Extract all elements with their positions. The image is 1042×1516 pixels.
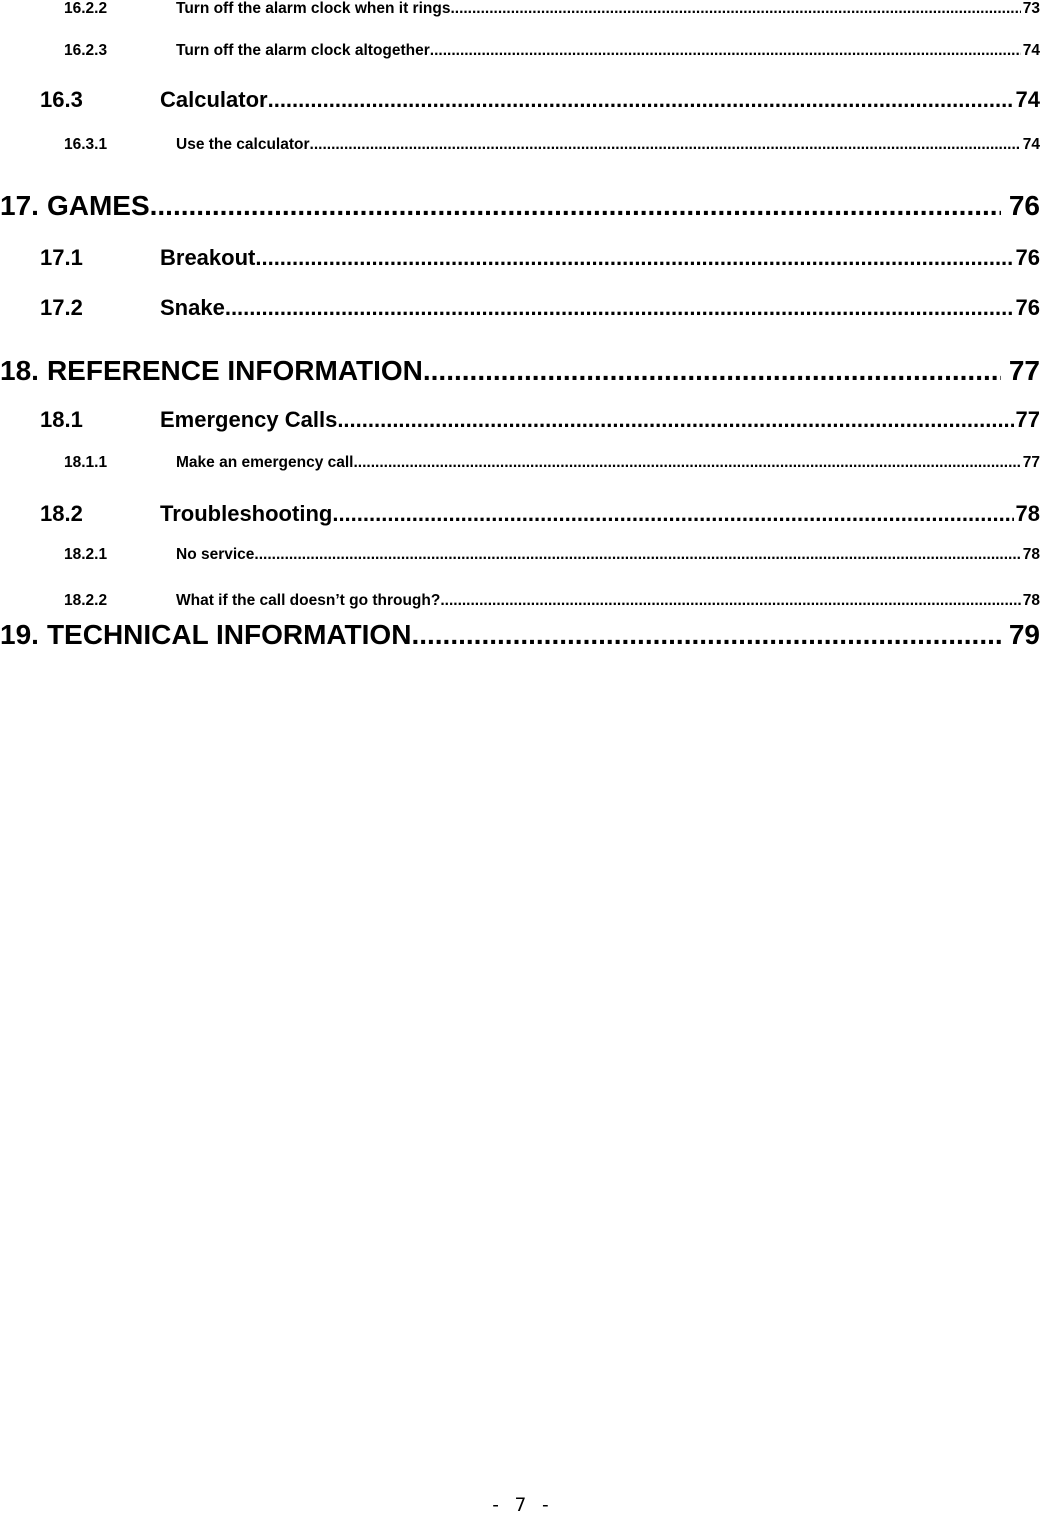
toc-leader-dots — [150, 190, 1001, 222]
toc-entry-page: 74 — [1015, 87, 1040, 112]
toc-entry-title: GAMES — [46, 190, 150, 221]
toc-entry-page: 76 — [1015, 245, 1040, 270]
toc-entry-17-1[interactable] — [40, 245, 1040, 271]
toc-entry-title: Make an emergency call — [176, 454, 354, 471]
toc-entry-number: 18.1 — [40, 407, 83, 432]
toc-leader-dots — [450, 0, 1020, 18]
toc-entry-page: 77 — [1008, 355, 1040, 386]
toc-entry-title: No service — [176, 546, 255, 563]
toc-entry-page: 76 — [1008, 190, 1040, 221]
toc-leader-dots — [268, 87, 1014, 113]
toc-leader-dots — [332, 501, 1013, 527]
toc-entry-18-1[interactable] — [40, 407, 1040, 433]
toc-leader-dots — [423, 355, 1001, 387]
page-number: - 7 - — [489, 1494, 553, 1516]
toc-entry-page: 74 — [1022, 136, 1040, 153]
toc-entry-page: 77 — [1022, 454, 1040, 471]
toc-entry-page: 79 — [1008, 619, 1040, 650]
toc-leader-dots — [337, 407, 1013, 433]
toc-entry-number: 17.2 — [40, 295, 83, 320]
toc-leader-dots — [310, 136, 1021, 154]
toc-entry-17-2[interactable] — [40, 295, 1040, 321]
toc-entry-number: 16.2.3 — [64, 42, 108, 59]
toc-entry-number: 18.1.1 — [64, 454, 108, 471]
toc-entry-title: Troubleshooting — [160, 501, 333, 526]
toc-entry-title: Use the calculator — [176, 136, 310, 153]
toc-entry-18-2-1[interactable] — [64, 546, 1040, 564]
toc-entry-page: 77 — [1015, 407, 1040, 432]
toc-entry-number: 18.2 — [40, 501, 83, 526]
toc-leader-dots — [440, 592, 1020, 610]
toc-entry-18-2[interactable] — [40, 501, 1040, 527]
toc-entry-18-1-1[interactable] — [64, 454, 1040, 472]
toc-entry-number: 16.3.1 — [64, 136, 108, 153]
toc-entry-title: Calculator — [160, 87, 268, 112]
toc-entry-title: TECHNICAL INFORMATION — [46, 619, 412, 650]
toc-entry-18[interactable] — [0, 355, 1040, 387]
toc-entry-page: 74 — [1022, 42, 1040, 59]
toc-entry-title: Breakout — [160, 245, 256, 270]
toc-entry-page: 73 — [1022, 0, 1040, 17]
toc-entry-page: 76 — [1015, 295, 1040, 320]
toc-entry-number: 18.2.2 — [64, 592, 108, 609]
toc-entry-number: 16.3 — [40, 87, 83, 112]
toc-entry-number: 17. — [0, 190, 39, 221]
toc-entry-number: 17.1 — [40, 245, 83, 270]
toc-entry-number: 18.2.1 — [64, 546, 108, 563]
toc-leader-dots — [430, 42, 1021, 60]
toc-entry-16-2-2[interactable] — [64, 0, 1040, 18]
toc-entry-number: 19. — [0, 619, 39, 650]
toc-entry-page: 78 — [1022, 592, 1040, 609]
toc-entry-18-2-2[interactable] — [64, 592, 1040, 610]
toc-entry-page: 78 — [1015, 501, 1040, 526]
toc-leader-dots — [411, 619, 1000, 651]
toc-entry-16-3[interactable] — [40, 87, 1040, 113]
toc-leader-dots — [255, 245, 1013, 271]
toc-entry-16-3-1[interactable] — [64, 136, 1040, 154]
toc-entry-number: 16.2.2 — [64, 0, 108, 17]
toc-entry-title: Turn off the alarm clock altogether — [176, 42, 430, 59]
toc-leader-dots — [254, 546, 1020, 564]
toc-entry-title: What if the call doesn’t go through? — [176, 592, 441, 609]
toc-entry-16-2-3[interactable] — [64, 42, 1040, 60]
toc-entry-title: REFERENCE INFORMATION — [46, 355, 423, 386]
toc-entry-number: 18. — [0, 355, 39, 386]
toc-entry-title: Emergency Calls — [160, 407, 338, 432]
toc-leader-dots — [354, 454, 1021, 472]
toc-entry-17[interactable] — [0, 190, 1040, 222]
toc-leader-dots — [225, 295, 1014, 321]
toc-entry-title: Turn off the alarm clock when it rings — [176, 0, 451, 17]
toc-entry-19[interactable] — [0, 619, 1040, 651]
toc-entry-page: 78 — [1022, 546, 1040, 563]
toc-entry-title: Snake — [160, 295, 225, 320]
